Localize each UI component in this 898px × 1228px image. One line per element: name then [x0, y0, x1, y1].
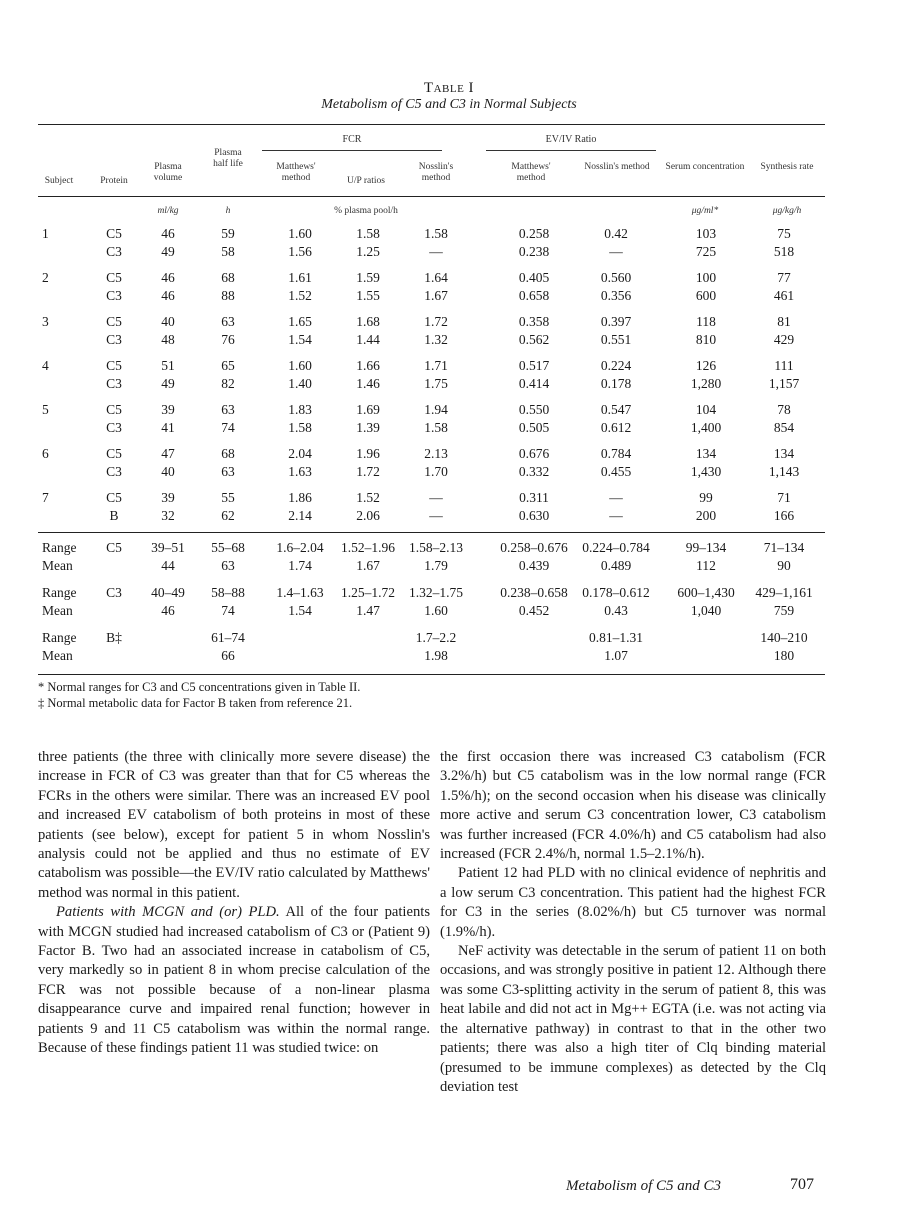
- page-number: 707: [790, 1176, 814, 1193]
- right-paragraph-3: NeF activity was detectable in the serum of patient 11 on both occasions, and was strongly positive in patient 12. Although there was some C3-splitting activity in the serum of patient 8, this was heat labile and did not act in Mg++ EGTA (i.e. was not acting via the alternative pathway) in contrast to that in the other two patients; there was also a high titer of Clq binding material (presumed to be immune complexes) as detected by the Clq deviation test: [440, 943, 826, 1095]
- cell-fcr-up: 1.69: [356, 402, 380, 417]
- table-row: [38, 358, 825, 376]
- table-bottom-rule: [38, 674, 825, 675]
- cell-synthesis: 78: [777, 402, 791, 417]
- cell-fcr-up: 1.47: [356, 602, 380, 618]
- cell-serum: 99: [699, 490, 713, 505]
- cell-synthesis: 134: [773, 446, 795, 461]
- cell-fcr-up: 1.96: [356, 446, 380, 461]
- cell-fcr-up: 1.25–1.72: [341, 585, 395, 600]
- unit-serum: μg/ml*: [691, 206, 719, 216]
- col-header-synthesis: Synthesis rate: [760, 162, 814, 172]
- cell-fcr-nosslin: —: [429, 490, 443, 505]
- unit-half-life: h: [225, 206, 231, 216]
- col-header-ev-matthews: Matthews' method: [511, 162, 551, 183]
- cell-protein: C5: [106, 402, 122, 417]
- col-header-fcr-up: U/P ratios: [347, 176, 385, 186]
- table-row: [38, 288, 825, 306]
- cell-half-life: 88: [221, 287, 235, 303]
- cell-half-life: 82: [221, 375, 235, 391]
- table-top-rule: [38, 124, 825, 125]
- table-subtitle: Metabolism of C5 and C3 in Normal Subjects: [321, 97, 577, 112]
- col-header-ev-nosslin: Nosslin's method: [584, 162, 650, 172]
- cell-fcr-matthews: 1.61: [288, 270, 312, 285]
- cell-fcr-matthews: 1.6–2.04: [276, 540, 324, 555]
- left-paragraph-1: three patients (the three with clinically more severe disease) the increase in FCR of C3 was greater than that for C5 whereas the FCRs in the others were similar. There was an increased EV pool and increased EV catabolism of both proteins in most of these patients (see below), except for patient 5 in whom Nosslin's analysis could not be applied and thus no estimate of EV catabolism was possible—the EV/IV ratio calculated by Matthews' method was normal in this patient.: [38, 749, 430, 901]
- cell-ev-matthews: 0.414: [518, 375, 550, 391]
- cell-fcr-matthews: 1.83: [288, 402, 312, 417]
- cell-half-life: 58: [221, 243, 235, 259]
- cell-ev-nosslin: 0.178: [600, 375, 632, 391]
- cell-synthesis: 71: [777, 490, 791, 505]
- left-paragraph-2: [38, 903, 430, 1058]
- table-row: [38, 464, 825, 482]
- cell-ev-matthews: 0.258: [518, 226, 550, 241]
- cell-fcr-up: 2.06: [356, 507, 380, 523]
- cell-ev-nosslin: 1.07: [604, 647, 628, 663]
- cell-subject: Range: [42, 630, 77, 645]
- cell-fcr-nosslin: 1.32: [424, 331, 448, 347]
- cell-serum: 600: [695, 287, 717, 303]
- cell-ev-matthews: 0.238: [518, 243, 550, 259]
- left-paragraph-2-text: All of the four patients with MCGN studied had increased catabolism of C3 or (Patient 9) Factor B. Two had an associated increase in catabolism of C5, very markedly so in patient 8 in whom precise calculation of the FCR was not possible because of a non-linear plasma disappearance curve and impaired renal function; however in patients 9 and 11 C5 catabolism was within the normal range. Because of these findings patient 11 was studied twice: on: [38, 904, 430, 1057]
- cell-ev-matthews: 0.452: [518, 602, 550, 618]
- cell-synthesis: 81: [777, 314, 791, 329]
- cell-fcr-nosslin: —: [429, 243, 443, 259]
- cell-synthesis: 1,157: [768, 375, 800, 391]
- cell-half-life: 58–88: [211, 585, 245, 600]
- cell-synthesis: 518: [773, 243, 795, 259]
- cell-protein: C3: [106, 585, 122, 600]
- cell-plasma-volume: 51: [161, 358, 175, 373]
- cell-protein: C5: [106, 446, 122, 461]
- cell-synthesis: 111: [774, 358, 794, 373]
- table-row: [38, 446, 825, 464]
- cell-fcr-up: 1.55: [356, 287, 380, 303]
- cell-ev-nosslin: 0.397: [600, 314, 632, 329]
- cell-subject: 4: [42, 358, 49, 373]
- cell-serum: 725: [695, 243, 717, 259]
- cell-synthesis: 854: [773, 419, 795, 435]
- cell-fcr-nosslin: —: [429, 507, 443, 523]
- cell-plasma-volume: 46: [161, 287, 175, 303]
- cell-fcr-up: 1.39: [356, 419, 380, 435]
- cell-synthesis: 429–1,161: [755, 585, 813, 600]
- running-title: Metabolism of C5 and C3: [566, 1178, 722, 1194]
- cell-plasma-volume: 46: [161, 602, 175, 618]
- right-paragraph-2: Patient 12 had PLD with no clinical evidence of nephritis and a low serum C3 concentration. This patient had the highest FCR for C3 in the series (8.02%/h) but C5 turnover was normal (1.9%/h).: [440, 865, 826, 940]
- cell-serum: 134: [695, 446, 717, 461]
- cell-ev-matthews: 0.562: [518, 331, 550, 347]
- cell-ev-matthews: 0.439: [518, 557, 550, 573]
- cell-serum: 600–1,430: [677, 585, 735, 600]
- cell-ev-nosslin: —: [609, 490, 623, 505]
- cell-ev-matthews: 0.517: [518, 358, 550, 373]
- table-summary: [38, 540, 825, 665]
- row-gap: [38, 481, 825, 490]
- cell-ev-matthews: 0.405: [518, 270, 550, 285]
- cell-ev-matthews: 0.676: [518, 446, 550, 461]
- cell-synthesis: 90: [777, 557, 791, 573]
- cell-protein: C3: [106, 287, 122, 303]
- cell-plasma-volume: 49: [161, 243, 175, 259]
- cell-plasma-volume: 49: [161, 375, 175, 391]
- cell-fcr-matthews: 1.63: [288, 463, 312, 479]
- cell-fcr-nosslin: 1.32–1.75: [409, 585, 463, 600]
- cell-protein: C5: [106, 540, 122, 555]
- cell-synthesis: 77: [777, 270, 791, 285]
- cell-synthesis: 759: [773, 602, 795, 618]
- cell-subject: Mean: [42, 557, 73, 573]
- cell-plasma-volume: 32: [161, 507, 175, 523]
- cell-ev-matthews: 0.238–0.658: [500, 585, 568, 600]
- cell-protein: C3: [106, 243, 122, 259]
- cell-fcr-matthews: 1.65: [288, 314, 312, 329]
- cell-half-life: 62: [221, 507, 235, 523]
- cell-plasma-volume: 46: [161, 270, 175, 285]
- summary-row: [38, 540, 825, 558]
- cell-ev-nosslin: 0.551: [600, 331, 632, 347]
- footnote-double-dagger: ‡ Normal metabolic data for Factor B taken from reference 21.: [38, 696, 353, 710]
- cell-ev-matthews: 0.505: [518, 419, 550, 435]
- summary-row: [38, 630, 825, 648]
- cell-fcr-matthews: 1.40: [288, 375, 312, 391]
- cell-fcr-matthews: 1.56: [288, 243, 312, 259]
- summary-row: [38, 558, 825, 576]
- cell-fcr-matthews: 2.04: [288, 446, 312, 461]
- cell-half-life: 68: [221, 270, 235, 285]
- cell-protein: B‡: [106, 630, 122, 645]
- cell-ev-matthews: 0.311: [519, 490, 549, 505]
- cell-serum: 1,400: [690, 419, 722, 435]
- left-column: [38, 748, 430, 1059]
- cell-ev-nosslin: 0.43: [604, 602, 628, 618]
- summary-row: [38, 648, 825, 666]
- cell-serum: 810: [695, 331, 717, 347]
- cell-synthesis: 429: [773, 331, 795, 347]
- summary-row: [38, 585, 825, 603]
- cell-fcr-up: 1.66: [356, 358, 380, 373]
- cell-half-life: 65: [221, 358, 235, 373]
- cell-ev-matthews: 0.258–0.676: [500, 540, 568, 555]
- right-paragraph-1: the first occasion there was increased C3 catabolism (FCR 3.2%/h) but C5 catabolism was in the low normal range (FCR 1.5%/h); on the second occasion when his disease was clinically more active and serum C3 concentration lower, C3 catabolism was further increased (FCR 4.0%/h) and C5 catabolism had also increased (FCR 2.4%/h, normal 1.5–2.1%/h).: [440, 749, 826, 863]
- table-body: [38, 226, 825, 525]
- cell-ev-nosslin: 0.489: [600, 557, 632, 573]
- cell-protein: C5: [106, 490, 122, 505]
- unit-plasma-volume: ml/kg: [157, 206, 179, 216]
- cell-protein: C3: [106, 419, 122, 435]
- cell-ev-nosslin: —: [609, 243, 623, 259]
- row-gap: [38, 349, 825, 358]
- cell-fcr-nosslin: 1.64: [424, 270, 448, 285]
- cell-ev-nosslin: 0.81–1.31: [589, 630, 643, 645]
- cell-ev-nosslin: 0.455: [600, 463, 632, 479]
- cell-half-life: 74: [221, 602, 235, 618]
- cell-half-life: 68: [221, 446, 235, 461]
- cell-ev-matthews: 0.658: [518, 287, 550, 303]
- cell-fcr-up: 1.58: [356, 226, 380, 241]
- cell-half-life: 63: [221, 314, 235, 329]
- cell-fcr-matthews: 2.14: [288, 507, 312, 523]
- cell-serum: 104: [695, 402, 717, 417]
- row-gap: [38, 620, 825, 630]
- cell-subject: 5: [42, 402, 49, 417]
- cell-plasma-volume: 47: [161, 446, 175, 461]
- table-row: [38, 508, 825, 526]
- summary-row: [38, 603, 825, 621]
- col-header-plasma-volume: Plasma volume: [153, 162, 183, 183]
- cell-half-life: 74: [221, 419, 235, 435]
- unit-fcr: % plasma pool/h: [334, 206, 398, 216]
- cell-protein: C3: [106, 331, 122, 347]
- table-row: [38, 490, 825, 508]
- cell-fcr-matthews: 1.74: [288, 557, 312, 573]
- row-gap: [38, 575, 825, 585]
- cell-fcr-up: 1.67: [356, 557, 380, 573]
- cell-ev-nosslin: —: [609, 507, 623, 523]
- cell-serum: 200: [695, 507, 717, 523]
- cell-plasma-volume: 48: [161, 331, 175, 347]
- cell-ev-nosslin: 0.547: [600, 402, 632, 417]
- col-header-serum: Serum concentration: [665, 162, 745, 172]
- cell-plasma-volume: 44: [161, 557, 175, 573]
- cell-half-life: 55–68: [211, 540, 245, 555]
- summary-top-rule: [38, 532, 825, 533]
- cell-fcr-matthews: 1.54: [288, 331, 312, 347]
- unit-synthesis: μg/kg/h: [772, 206, 802, 216]
- cell-fcr-nosslin: 1.71: [424, 358, 448, 373]
- cell-synthesis: 180: [773, 647, 795, 663]
- cell-half-life: 63: [221, 557, 235, 573]
- fcr-group-header: FCR: [342, 134, 362, 145]
- cell-fcr-up: 1.52–1.96: [341, 540, 395, 555]
- cell-plasma-volume: 40–49: [151, 585, 185, 600]
- cell-fcr-nosslin: 1.58: [424, 419, 448, 435]
- cell-synthesis: 140–210: [760, 630, 808, 645]
- col-header-half-life: Plasma half life: [213, 148, 243, 169]
- cell-half-life: 63: [221, 463, 235, 479]
- cell-fcr-nosslin: 2.13: [424, 446, 448, 461]
- col-header-protein: Protein: [100, 176, 128, 186]
- cell-fcr-up: 1.72: [356, 463, 380, 479]
- cell-serum: 118: [696, 314, 716, 329]
- table-row: [38, 314, 825, 332]
- cell-fcr-nosslin: 1.7–2.2: [415, 630, 457, 645]
- cell-serum: 112: [696, 557, 716, 573]
- cell-subject: Range: [42, 585, 77, 600]
- header-bottom-rule: [38, 196, 825, 197]
- cell-synthesis: 166: [773, 507, 795, 523]
- cell-fcr-matthews: 1.4–1.63: [276, 585, 324, 600]
- cell-synthesis: 71–134: [763, 540, 805, 555]
- col-header-fcr-nosslin: Nosslin's method: [418, 162, 454, 183]
- cell-plasma-volume: 39–51: [151, 540, 185, 555]
- cell-half-life: 63: [221, 402, 235, 417]
- cell-protein: C5: [106, 314, 122, 329]
- col-header-subject: Subject: [44, 176, 74, 186]
- cell-subject: 6: [42, 446, 49, 461]
- cell-fcr-nosslin: 1.75: [424, 375, 448, 391]
- cell-protein: C3: [106, 375, 122, 391]
- cell-plasma-volume: 39: [161, 402, 175, 417]
- cell-protein: B: [109, 507, 119, 523]
- cell-half-life: 66: [221, 647, 235, 663]
- cell-half-life: 76: [221, 331, 235, 347]
- cell-synthesis: 1,143: [768, 463, 800, 479]
- cell-protein: C3: [106, 463, 122, 479]
- cell-synthesis: 75: [777, 226, 791, 241]
- cell-half-life: 55: [221, 490, 235, 505]
- table-row: [38, 332, 825, 350]
- table-row: [38, 226, 825, 244]
- row-gap: [38, 305, 825, 314]
- table-row: [38, 376, 825, 394]
- table-row: [38, 270, 825, 288]
- cell-fcr-nosslin: 1.67: [424, 287, 448, 303]
- col-header-fcr-matthews: Matthews' method: [276, 162, 316, 183]
- cell-ev-nosslin: 0.42: [604, 226, 628, 241]
- cell-ev-nosslin: 0.784: [600, 446, 632, 461]
- cell-fcr-nosslin: 1.58: [424, 226, 448, 241]
- table-row: [38, 244, 825, 262]
- cell-fcr-nosslin: 1.58–2.13: [409, 540, 463, 555]
- cell-ev-nosslin: 0.612: [600, 419, 632, 435]
- cell-ev-nosslin: 0.356: [600, 287, 632, 303]
- cell-fcr-nosslin: 1.79: [424, 557, 448, 573]
- fcr-group-rule: [262, 150, 442, 151]
- cell-fcr-matthews: 1.60: [288, 226, 312, 241]
- cell-fcr-matthews: 1.86: [288, 490, 312, 505]
- cell-protein: C5: [106, 270, 122, 285]
- cell-ev-matthews: 0.358: [518, 314, 550, 329]
- cell-fcr-nosslin: 1.94: [424, 402, 448, 417]
- cell-fcr-matthews: 1.58: [288, 419, 312, 435]
- cell-fcr-nosslin: 1.60: [424, 602, 448, 618]
- cell-fcr-up: 1.68: [356, 314, 380, 329]
- cell-protein: C5: [106, 226, 122, 241]
- cell-fcr-matthews: 1.60: [288, 358, 312, 373]
- cell-plasma-volume: 40: [161, 314, 175, 329]
- cell-serum: 1,280: [690, 375, 722, 391]
- cell-half-life: 61–74: [211, 630, 245, 645]
- cell-plasma-volume: 40: [161, 463, 175, 479]
- cell-ev-matthews: 0.550: [518, 402, 550, 417]
- cell-fcr-up: 1.52: [356, 490, 380, 505]
- cell-fcr-up: 1.59: [356, 270, 380, 285]
- cell-serum: 1,040: [690, 602, 722, 618]
- cell-fcr-matthews: 1.52: [288, 287, 312, 303]
- cell-serum: 1,430: [690, 463, 722, 479]
- cell-fcr-up: 1.44: [356, 331, 380, 347]
- cell-fcr-matthews: 1.54: [288, 602, 312, 618]
- cell-ev-nosslin: 0.224–0.784: [582, 540, 650, 555]
- cell-subject: 2: [42, 270, 49, 285]
- cell-subject: Mean: [42, 647, 73, 663]
- cell-serum: 99–134: [685, 540, 727, 555]
- cell-ev-nosslin: 0.178–0.612: [582, 585, 650, 600]
- cell-ev-matthews: 0.332: [518, 463, 550, 479]
- cell-subject: 7: [42, 490, 49, 505]
- ev-group-header: EV/IV Ratio: [545, 134, 597, 145]
- cell-serum: 100: [695, 270, 717, 285]
- cell-plasma-volume: 41: [161, 419, 175, 435]
- cell-fcr-nosslin: 1.72: [424, 314, 448, 329]
- row-gap: [38, 393, 825, 402]
- row-gap: [38, 261, 825, 270]
- left-paragraph-2-heading: Patients with MCGN and (or) PLD.: [56, 904, 280, 921]
- cell-fcr-nosslin: 1.98: [424, 647, 448, 663]
- cell-subject: Range: [42, 540, 77, 555]
- cell-half-life: 59: [221, 226, 235, 241]
- table-row: [38, 402, 825, 420]
- cell-plasma-volume: 46: [161, 226, 175, 241]
- cell-synthesis: 461: [773, 287, 795, 303]
- cell-subject: 3: [42, 314, 49, 329]
- cell-serum: 103: [695, 226, 717, 241]
- cell-ev-matthews: 0.630: [518, 507, 550, 523]
- footnote-asterisk: * Normal ranges for C3 and C5 concentrations given in Table II.: [38, 680, 361, 694]
- row-gap: [38, 437, 825, 446]
- cell-serum: 126: [695, 358, 717, 373]
- cell-subject: Mean: [42, 602, 73, 618]
- cell-subject: 1: [42, 226, 49, 241]
- cell-fcr-up: 1.46: [356, 375, 380, 391]
- cell-fcr-up: 1.25: [356, 243, 380, 259]
- cell-protein: C5: [106, 358, 122, 373]
- right-column: [440, 748, 826, 1097]
- cell-plasma-volume: 39: [161, 490, 175, 505]
- cell-fcr-nosslin: 1.70: [424, 463, 448, 479]
- table-title: Table I: [423, 80, 475, 96]
- table-row: [38, 420, 825, 438]
- ev-group-rule: [486, 150, 656, 151]
- cell-ev-nosslin: 0.560: [600, 270, 632, 285]
- cell-ev-nosslin: 0.224: [600, 358, 632, 373]
